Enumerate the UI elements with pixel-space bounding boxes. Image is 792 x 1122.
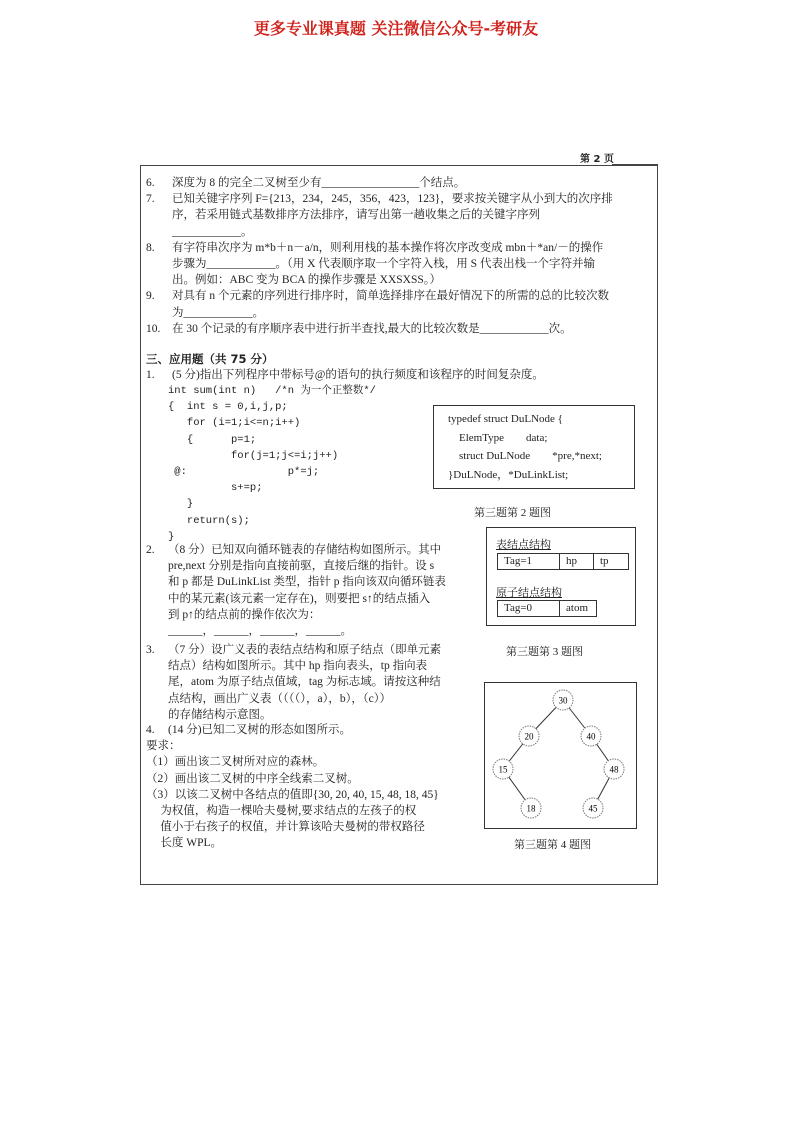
question-number: 3. (146, 644, 155, 656)
binary-tree-diagram (485, 683, 636, 828)
question-number: 4. (146, 724, 155, 736)
question-line: 的存储结构示意图。 (168, 708, 272, 721)
figure-caption-2: 第三题第 2 题图 (474, 507, 551, 519)
tree-node-label: 45 (588, 803, 598, 814)
code-line: @: p*=j; (168, 466, 320, 478)
figure-caption-4: 第三题第 4 题图 (514, 839, 591, 851)
section-title: 三、应用题（共 75 分） (146, 352, 274, 366)
question-line: 在 30 个记录的有序顺序表中进行折半查找,最大的比较次数是____________次。 (172, 322, 572, 335)
figure-caption-3: 第三题第 3 题图 (506, 646, 583, 658)
hp-cell: hp (559, 553, 594, 570)
requirements-label: 要求： (146, 740, 181, 753)
question-line: 尾，atom 为原子结点值域，tag 为标志域。请按这种结 (168, 676, 441, 689)
question-line: ____________。 (172, 225, 253, 238)
tp-cell: tp (593, 553, 629, 570)
tree-node-label: 18 (526, 803, 536, 814)
code-line: { p=1; (168, 433, 257, 446)
question-line: (14 分)已知二叉树的形态如图所示。 (168, 724, 352, 736)
question-line: ______，______，______，______。 (168, 625, 352, 637)
code-line: for (i=1;i<=n;i++) (168, 417, 301, 430)
tree-node-label: 48 (609, 764, 619, 775)
question-line: 步骤为____________。（用 X 代表顺序取一个字符入栈，用 S 代表出栈一个字符并输 (172, 258, 595, 270)
promo-header: 更多专业课真题 关注微信公众号-考研友 (253, 19, 539, 38)
question-line: 到 p↑的结点前的操作依次为： (168, 608, 321, 621)
page-number: 第 2 页 (580, 154, 614, 165)
question-line: 出。例如：ABC 变为 BCA 的操作步骤是 XXSXSS。） (172, 274, 442, 287)
struct-line: }DuLNode，*DuLinkList; (448, 468, 569, 481)
table-node-label: 表结点结构 (496, 539, 551, 551)
code-line: } (168, 498, 194, 511)
question-line: (5 分)指出下列程序中带标号@的语句的执行频度和该程序的时间复杂度。 (172, 369, 544, 381)
code-line: } (168, 530, 175, 543)
question-number: 2. (146, 544, 155, 556)
tree-node-label: 20 (524, 731, 534, 742)
question-number: 1. (146, 369, 155, 381)
question-line: 为权值，构造一棵哈夫曼树,要求结点的左孩子的权 (146, 805, 417, 817)
code-line: int sum(int n) /*n 为一个正整数*/ (168, 385, 376, 397)
code-line: { int s = 0,i,j,p; (168, 401, 288, 414)
question-line: 点结构，画出广义表（（（（），a），b），（c）） (168, 692, 391, 705)
question-line: 有字符串次序为 m*b＋n－a/n，则利用栈的基本操作将次序改变成 mbn＋*an/－的操作 (172, 241, 604, 254)
question-line: 中的某元素(该元素一定存在)，则要把 s↑的结点插入 (168, 592, 431, 605)
question-number: 7. (146, 193, 155, 206)
question-line: （7 分）设广义表的表结点结构和原子结点（即单元素 (168, 644, 442, 656)
question-line: 已知关键字序列 F={213，234，245，356，423，123}，要求按关键字从小到大的次序排 (172, 193, 613, 206)
struct-line: ElemType data; (448, 431, 548, 444)
question-line: 对具有 n 个元素的序列进行排序时，简单选择排序在最好情况下的所需的总的比较次数 (172, 290, 609, 303)
atom-node-label: 原子结点结构 (496, 587, 562, 599)
dulnode-struct-figure (433, 405, 635, 489)
question-line: 序，若采用链式基数排序方法排序，请写出第一趟收集之后的关键字序列 (172, 209, 540, 222)
struct-line: typedef struct DuLNode { (448, 413, 563, 425)
question-line: 值小于右孩子的权值，并计算该哈夫曼树的带权路径 (146, 821, 425, 834)
code-line: for(j=1;j<=i;j++) (168, 449, 339, 462)
tree-node-label: 15 (498, 764, 508, 775)
question-number: 8. (146, 241, 155, 254)
struct-line: struct DuLNode *pre,*next; (448, 450, 602, 462)
question-line: （8 分）已知双向循环链表的存储结构如图所示。其中 (168, 544, 442, 556)
binary-tree-figure (484, 682, 637, 829)
question-line: 为____________。 (172, 306, 264, 319)
code-line: s+=p; (168, 482, 263, 495)
question-line: （3）以该二叉树中各结点的值即{30, 20, 40, 15, 48, 18, 45} (146, 788, 439, 801)
code-line: return(s); (168, 514, 250, 527)
node-structure-figure (486, 527, 636, 626)
tree-node-label: 40 (586, 731, 596, 742)
tree-node-label: 30 (558, 695, 568, 706)
atom-cell: atom (559, 600, 597, 617)
question-line: 深度为 8 的完全二叉树至少有_________________个结点。 (172, 177, 466, 189)
question-line: （2）画出该二叉树的中序全线索二叉树。 (146, 772, 359, 785)
question-number: 10. (146, 322, 161, 335)
question-line: （1）画出该二叉树所对应的森林。 (146, 756, 325, 769)
question-number: 6. (146, 177, 155, 189)
question-line: 长度 WPL。 (146, 837, 223, 850)
tag-cell: Tag=0 (497, 600, 560, 617)
question-number: 9. (146, 290, 155, 303)
question-line: 和 p 都是 DuLinkList 类型，指针 p 指向该双向循环链表 (168, 576, 446, 589)
question-line: pre,next 分别是指向直接前驱，直接后继的指针。设 s (168, 560, 435, 573)
tag-cell: Tag=1 (497, 553, 560, 570)
question-line: 结点）结构如图所示。其中 hp 指向表头，tp 指向表 (168, 660, 428, 673)
